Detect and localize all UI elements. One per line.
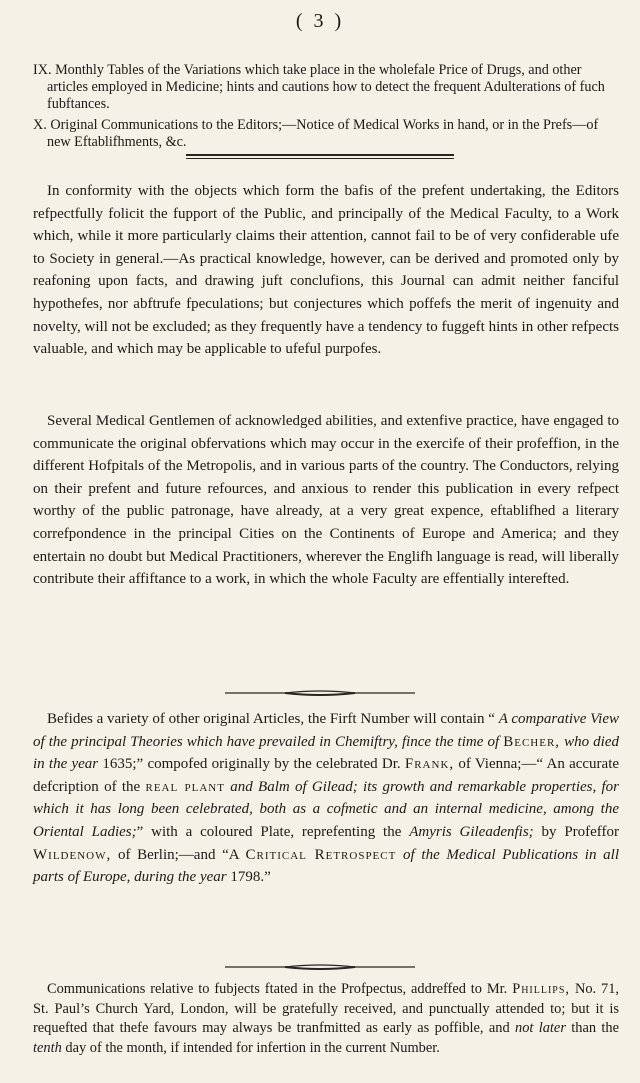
ornamental-divider: [225, 964, 415, 970]
list-item: IX. Monthly Tables of the Variations which take place in the wholefale Price of Drugs, and other articles employed in Medicine; hints and cautions how to detect the frequent Adulterations of fuch fubftances.: [33, 62, 605, 112]
ornamental-divider: [225, 690, 415, 696]
list-item: X. Original Communications to the Editors;—Notice of Medical Works in hand, or in the Prefs—of new Eftablifhments, &c.: [33, 117, 599, 150]
double-rule-bottom: [186, 158, 454, 159]
page-number: ( 3 ): [295, 10, 345, 32]
conformity-paragraph: In conformity with the objects which form the bafis of the prefent undertaking, the Editors refpectfully folicit the fupport of the Public, and principally of the Medical Faculty, to a Work which, while it more particularly claims their attention, cannot fail to be of very confiderable ufe to Society in general.—As practical knowledge, however, can be derived and promoted only by reafoning upon facts, and drawing juft conclufions, this Journal can admit neither fanciful hypothefes, nor abftrufe fpeculations; but conjectures which poffefs the merit of ingenuity and novelty, will not be excluded; as they frequently have a tendency to fuggeft hints in other refpects valuable, and which may be applicable to ufeful purpofes.: [33, 183, 619, 358]
first-number-paragraph: Befides a variety of other original Articles, the Firft Number will contain “ A comparative View of the principal Theories which have prevailed in Chemiftry, fince the time of Becher, who died in the year 1635;” compofed originally by the celebrated Dr. Frank, of Vienna;—“ An accurate defcription of the real plant and Balm of Gilead; its growth and remarkable properties, for which it has long been celebrated, both as a cofmetic and an internal medicine, among the Oriental Ladies;” with a coloured Plate, reprefenting the Amyris Gileadenfis; by Profeffor Wildenow, of Berlin;—and “A Critical Retrospect of the Medical Publications in all parts of Europe, during the year 1798.”: [33, 711, 620, 886]
double-rule-top: [186, 154, 454, 156]
communications-paragraph: Communications relative to fubjects ftated in the Profpectus, addreffed to Mr. Phillips, No. 71, St. Paul’s Church Yard, London, will be gratefully received, and punctually attended to; but it is requefted that thefe favours may always be tranfmitted as early as poffible, and not later than the tenth day of the month, if intended for infertion in the current Number.: [33, 981, 620, 1056]
prospectus-items: [33, 62, 618, 155]
gentlemen-paragraph: Several Medical Gentlemen of acknowledged abilities, and extenfive practice, have engaged to communicate the original obfervations which may occur in the exercife of their profeffion, in the different Hofpitals of the Metropolis, and in various parts of the country. The Conductors, relying on their prefent and future refources, and anxious to render this publication in every refpect worthy of the public patronage, have already, at a very great expence, eftablifhed a literary correfpondence in the principal Cities on the Continents of Europe and America; and they entertain no doubt but Medical Practitioners, wherever the Englifh language is read, will liberally contribute their affiftance to a work, in which the whole Faculty are effentially interefted.: [33, 413, 619, 588]
